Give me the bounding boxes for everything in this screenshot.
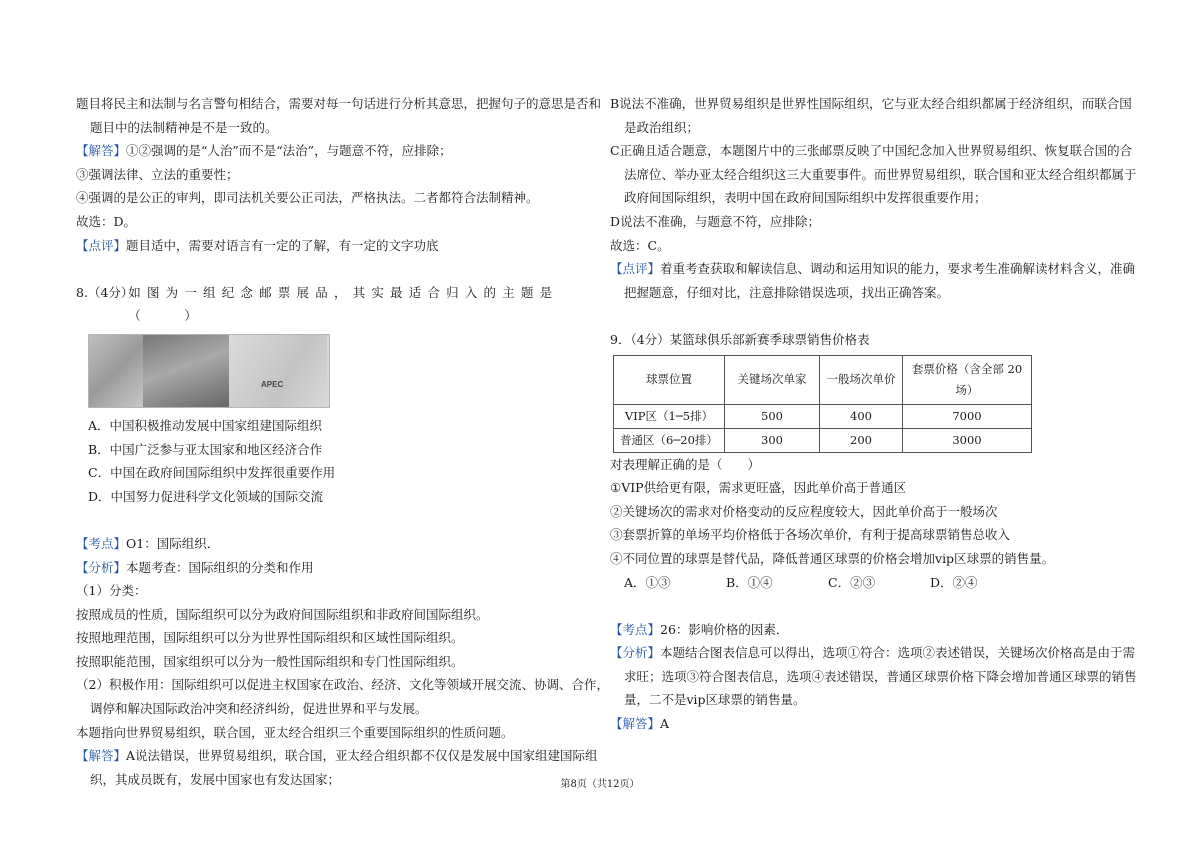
jieda-text: A说法错误，世界贸易组织，联合国，亚太经合组织都不仅仅是发展中国家组建国际组 bbox=[126, 748, 598, 764]
question-8-text: 如图为一组纪念邮票展品，其实最适合归入的主题是（ ） bbox=[128, 284, 559, 324]
question-8-score: （4分） bbox=[87, 284, 134, 300]
table-cell: 7000 bbox=[903, 404, 1032, 428]
table-cell: 3000 bbox=[903, 428, 1032, 452]
option-c-analysis-1: C正确且适合题意，本题图片中的三张邮票反映了中国纪念加入世界贸易组织、恢复联合国的合 bbox=[610, 143, 1133, 159]
fenxi-line-2: 求旺；选项③符合图表信息，选项④表述错误，普通区球票价格下降会增加普通区球票的销售 bbox=[624, 668, 1137, 684]
answer-line-1 bbox=[76, 139, 591, 163]
table-cell: VIP区（1─5排） bbox=[614, 404, 725, 428]
fenxi-line-4: 按照职能范围，国家组织可以分为一般性国际组织和专门性国际组织。 bbox=[76, 653, 464, 669]
kaodian-text: O1：国际组织． bbox=[126, 535, 220, 551]
table-cell: 500 bbox=[725, 404, 820, 428]
question-9-ask: 对表理解正确的是（ ） bbox=[610, 456, 761, 472]
jieda-tag: 【解答】 bbox=[610, 716, 661, 732]
option-b: B．①④ bbox=[726, 574, 773, 590]
stamp-apec-label: APEC bbox=[261, 379, 284, 389]
question-9-options bbox=[610, 571, 1125, 595]
fenxi-tag: 【分析】 bbox=[610, 645, 661, 661]
comment-line-2: 把握题意，仔细对比，注意排除错误选项，找出正确答案。 bbox=[624, 284, 950, 300]
fenxi-text: 本题结合图表信息可以得出，选项①符合：选项②表述错误，关键场次价格高是由于需 bbox=[660, 645, 1136, 661]
table-header-line: 套票价格（含全部 20 bbox=[911, 361, 1023, 376]
option-d-analysis: D说法不准确，与题意不符，应排除； bbox=[610, 213, 821, 229]
table-header-cell bbox=[903, 355, 1032, 404]
stamp-wto bbox=[89, 335, 143, 407]
fenxi-line-1: （1）分类： bbox=[76, 583, 147, 599]
stamp-image bbox=[88, 334, 330, 408]
table-cell: 200 bbox=[820, 428, 903, 452]
stamp-apec bbox=[229, 335, 327, 407]
option-d: D．中国努力促进科学文化领域的国际交流 bbox=[88, 488, 324, 504]
option-c-analysis-3: 政府间国际组织，表明中国在政府间国际组织中发挥很重要作用； bbox=[624, 190, 987, 206]
kaodian-tag: 【考点】 bbox=[76, 535, 127, 551]
statement-1: ①VIP供给更有限，需求更旺盛，因此单价高于普通区 bbox=[610, 480, 907, 496]
question-9-text: 某篮球俱乐部新赛季球票销售价格表 bbox=[669, 331, 870, 347]
option-b-analysis-1: B说法不准确，世界贸易组织是世界性国际组织，它与亚太经合组织都属于经济组织，而联合国 bbox=[610, 96, 1132, 111]
option-d: D．②④ bbox=[930, 574, 978, 590]
fenxi-line-1 bbox=[610, 641, 1136, 665]
option-a: A．①③ bbox=[624, 574, 671, 590]
table-header-cell: 一般场次单价 bbox=[820, 355, 903, 404]
comment-text: 题目适中，需要对语言有一定的了解，有一定的文字功底 bbox=[126, 237, 439, 253]
right-column bbox=[610, 92, 1137, 736]
fenxi-line-3: 按照地理范围，国际组织可以分为世界性国际组织和区域性国际组织。 bbox=[76, 630, 464, 646]
table-cell: 普通区（6─20排） bbox=[614, 428, 725, 452]
option-c: C．中国在政府间国际组织中发挥很重要作用 bbox=[88, 465, 336, 481]
kaodian-text: 26：影响价格的因素． bbox=[660, 621, 789, 637]
jieda-tag: 【解答】 bbox=[76, 748, 127, 764]
stamp-un bbox=[143, 335, 229, 407]
table-cell: 400 bbox=[820, 404, 903, 428]
option-c-analysis-2: 法席位、举办亚太经合组织这三大重要事件。而世界贸易组织，联合国和亚太经合组织都属于 bbox=[624, 166, 1137, 182]
fenxi-line-7: 本题指向世界贸易组织，联合国，亚太经合组织三个重要国际组织的性质问题。 bbox=[76, 724, 514, 740]
question-9-title bbox=[610, 328, 1125, 352]
answer-line-2: ③强调法律、立法的重要性； bbox=[76, 166, 239, 182]
question-8-number: 8. bbox=[76, 284, 88, 300]
jieda-line-1 bbox=[76, 744, 598, 768]
comment-tag: 【点评】 bbox=[610, 261, 661, 277]
intro-line-1: 题目将民主和法制与名言警句相结合，需要对每一句话进行分析其意思，把握句子的意思是否和 bbox=[76, 96, 602, 111]
fenxi-line-2: 按照成员的性质，国际组织可以分为政府间国际组织和非政府间国际组织。 bbox=[76, 606, 489, 622]
answer-text: ①②强调的是“人治”而不是“法治”，与题意不符，应排除； bbox=[126, 143, 452, 159]
jieda-text: A bbox=[660, 716, 670, 732]
comment-tag: 【点评】 bbox=[76, 237, 127, 253]
table-header-row bbox=[614, 355, 1032, 404]
jieda-line-2: 织，其成员既有，发展中国家也有发达国家； bbox=[90, 771, 341, 787]
answer-line-3: ④强调的是公正的审判，即司法机关要公正司法，严格执法。二者都符合法制精神。 bbox=[76, 190, 539, 206]
option-c: C．②③ bbox=[828, 574, 876, 590]
table-header-line: 场） bbox=[955, 382, 979, 397]
comment-line bbox=[76, 234, 591, 258]
table-row bbox=[614, 428, 1032, 452]
jieda-line bbox=[610, 712, 1125, 736]
intro-line-2: 题目中的法制精神是不是一致的。 bbox=[90, 119, 278, 135]
kaodian-line bbox=[610, 618, 1125, 642]
question-9-number: 9． bbox=[610, 331, 631, 347]
table-row bbox=[614, 404, 1032, 428]
option-b: B．中国广泛参与亚太国家和地区经济合作 bbox=[88, 441, 323, 457]
question-8-title bbox=[76, 281, 576, 328]
fenxi-line bbox=[76, 556, 591, 580]
answer-line-4: 故选：D。 bbox=[76, 213, 137, 229]
fenxi-line-3: 量，二不是vip区球票的销售量。 bbox=[624, 692, 806, 708]
statement-4: ④不同位置的球票是替代品，降低普通区球票的价格会增加vip区球票的销售量。 bbox=[610, 550, 1055, 566]
kaodian-tag: 【考点】 bbox=[610, 621, 661, 637]
price-table bbox=[613, 355, 1032, 453]
comment-line-1 bbox=[610, 257, 1136, 281]
fenxi-line-5: （2）积极作用：国际组织可以促进主权国家在政治、经济、文化等领域开展交流、协调、合作， bbox=[76, 677, 609, 693]
option-a: A．中国积极推动发展中国家组建国际组织 bbox=[88, 417, 323, 433]
answer-tag: 【解答】 bbox=[76, 143, 127, 159]
table-header-cell: 关键场次单家 bbox=[725, 355, 820, 404]
selection-line: 故选：C。 bbox=[610, 237, 670, 253]
table-cell: 300 bbox=[725, 428, 820, 452]
question-9-score: （4分） bbox=[630, 331, 670, 347]
statement-2: ②关键场次的需求对价格变动的反应程度较大，因此单价高于一般场次 bbox=[610, 503, 998, 519]
fenxi-tag: 【分析】 bbox=[76, 559, 127, 575]
statement-3: ③套票折算的单场平均价格低于各场次单价，有利于提高球票销售总收入 bbox=[610, 527, 1011, 543]
fenxi-text: 本题考查：国际组织的分类和作用 bbox=[126, 559, 314, 575]
page-footer: 第8页（共12页） bbox=[560, 779, 640, 790]
fenxi-line-6: 调停和解决国际政治冲突和经济纠纷，促进世界和平与发展。 bbox=[90, 701, 428, 717]
option-b-analysis-2: 是政治组织； bbox=[624, 119, 700, 135]
kaodian-line bbox=[76, 532, 591, 556]
table-header-cell: 球票位置 bbox=[614, 355, 725, 404]
comment-text: 着重考查获取和解读信息、调动和运用知识的能力，要求考生准确解读材料含义，准确 bbox=[660, 261, 1136, 277]
